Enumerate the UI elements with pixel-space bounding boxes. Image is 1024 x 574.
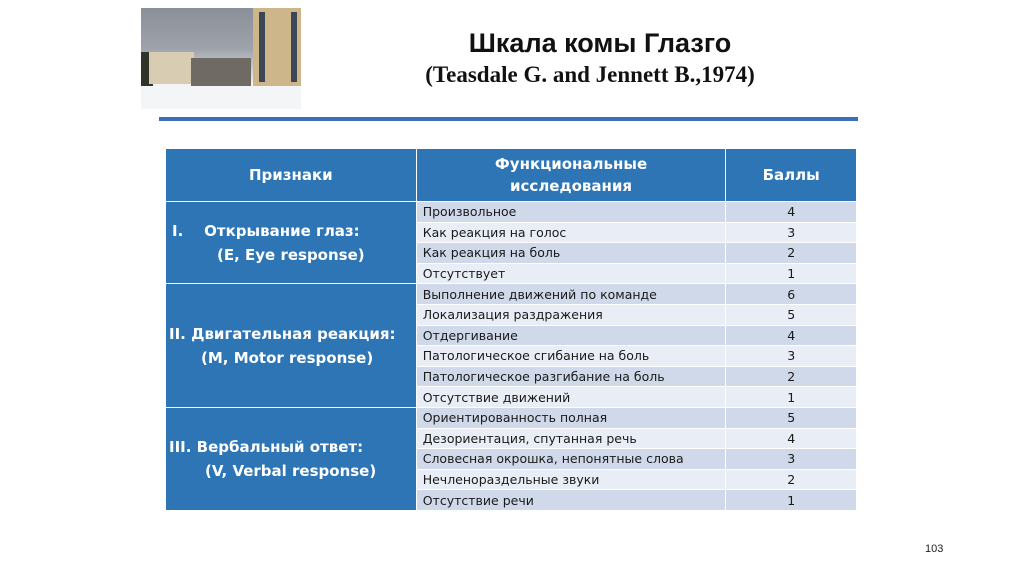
hospital-building-photo	[141, 8, 301, 109]
group-title: III. Вербальный ответ:	[169, 437, 364, 456]
row-score: 4	[726, 325, 857, 346]
group-title: II. Двигательная реакция:	[169, 324, 396, 343]
row-score: 4	[726, 202, 857, 223]
row-description: Выполнение движений по команде	[416, 284, 726, 305]
header-tests: Функциональные исследования	[416, 149, 726, 202]
header-signs: Признаки	[166, 149, 417, 202]
group-motor-response	[166, 284, 417, 408]
row-score: 5	[726, 304, 857, 325]
row-score: 1	[726, 387, 857, 408]
row-score: 3	[726, 222, 857, 243]
row-description: Ориентированность полная	[416, 407, 726, 428]
table-row	[166, 407, 857, 428]
row-description: Отсутствие речи	[416, 490, 726, 511]
group-verbal-response	[166, 407, 417, 510]
group-subtitle: (M, Motor response)	[201, 348, 374, 367]
row-description: Нечленораздельные звуки	[416, 469, 726, 490]
table-row	[166, 202, 857, 223]
row-score: 5	[726, 407, 857, 428]
row-score: 2	[726, 469, 857, 490]
photo-building-middle	[191, 58, 251, 86]
glasgow-coma-scale-table	[165, 148, 857, 511]
row-description: Словесная окрошка, непонятные слова	[416, 449, 726, 470]
row-score: 4	[726, 428, 857, 449]
row-score: 1	[726, 490, 857, 511]
page-number: 103	[925, 543, 944, 555]
row-description: Патологическое разгибание на боль	[416, 366, 726, 387]
table-header-row	[166, 149, 857, 202]
row-description: Дезориентация, спутанная речь	[416, 428, 726, 449]
table-row	[166, 284, 857, 305]
row-score: 2	[726, 366, 857, 387]
group-title: I. Открывание глаз:	[172, 221, 360, 240]
photo-tower-windows	[259, 12, 265, 82]
header-points: Баллы	[726, 149, 857, 202]
photo-snow	[141, 86, 301, 109]
slide-title: Шкала комы Глазго	[468, 28, 732, 58]
group-subtitle: (E, Eye response)	[217, 245, 365, 264]
group-subtitle: (V, Verbal response)	[205, 461, 377, 480]
group-eye-response	[166, 202, 417, 284]
row-score: 3	[726, 346, 857, 367]
row-description: Патологическое сгибание на боль	[416, 346, 726, 367]
row-description: Отсутствие движений	[416, 387, 726, 408]
row-description: Как реакция на голос	[416, 222, 726, 243]
photo-tower-windows	[291, 12, 297, 82]
row-score: 1	[726, 263, 857, 284]
row-score: 2	[726, 243, 857, 264]
row-description: Произвольное	[416, 202, 726, 223]
slide-subtitle: (Teasdale G. and Jennett B.,1974)	[425, 62, 755, 87]
title-separator-line	[159, 117, 858, 121]
row-score: 6	[726, 284, 857, 305]
row-description: Локализация раздражения	[416, 304, 726, 325]
row-description: Отсутствует	[416, 263, 726, 284]
row-score: 3	[726, 449, 857, 470]
photo-building-left	[149, 52, 194, 84]
row-description: Отдергивание	[416, 325, 726, 346]
row-description: Как реакция на боль	[416, 243, 726, 264]
